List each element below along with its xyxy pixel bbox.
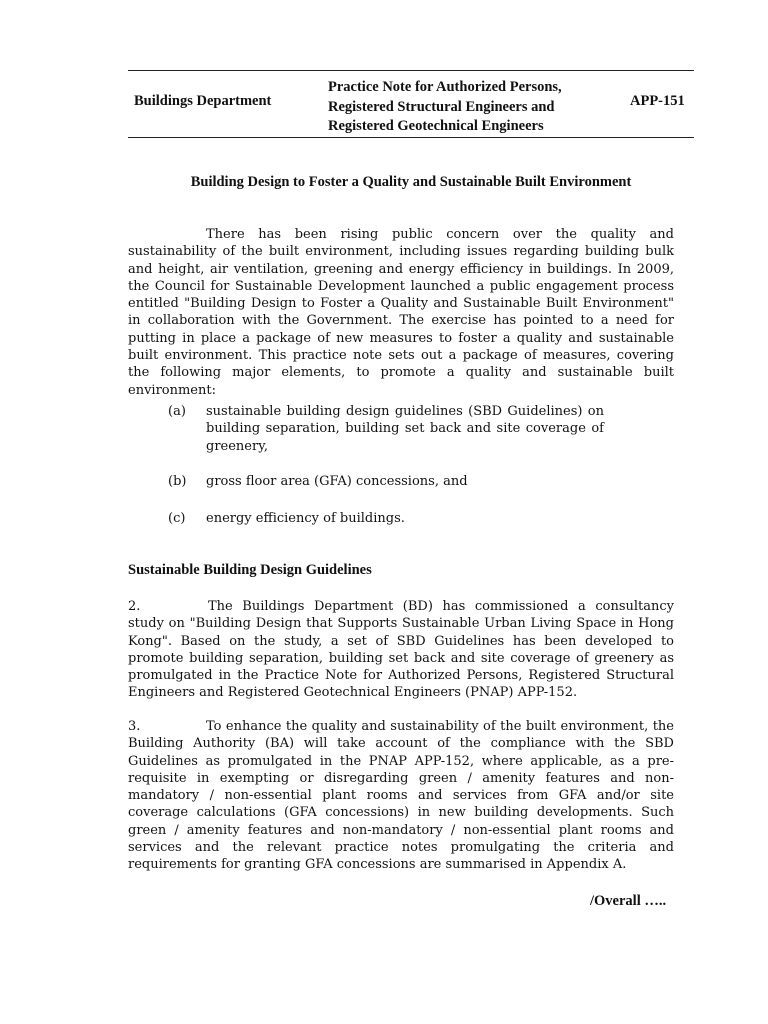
section-heading: Sustainable Building Design Guidelines [128,562,372,578]
document-title: Building Design to Foster a Quality and Sustainable Built Environment [190,174,632,190]
paragraph-number: 3. [128,719,141,734]
element-text: gross floor area (GFA) concessions, and [206,474,468,489]
element-label: (c) [168,511,186,526]
element-label: (b) [168,474,187,489]
header-bottom-rule [128,137,694,138]
element-label: (a) [168,404,186,419]
continuation-marker: /Overall ….. [590,893,667,909]
paragraph-text: To enhance the quality and sustainability of the built environment, the Building Authority (BA) will take account of the compliance with the SBD Guidelines as promulgated in the PNAP APP-152, where applicable, as a pre-requisite in exempting or disregarding green / amenity features and non-mandatory / non-essential plant rooms and services from GFA and/or site coverage calculations (GFA concessions) in new building developments. Such green / amenity features and non-mandatory / non-essential plant rooms and services and the relevant practice notes promulgating the criteria and requirements for granting GFA concessions are summarised in Appendix A. [128,719,674,873]
intro-paragraph: There has been rising public concern over the quality and sustainability of the built environment, including issues regarding building bulk and height, air ventilation, greening and energy efficiency in buildings. In 2009, the Council for Sustainable Development launched a public engagement process entitled "Building Design to Foster a Quality and Sustainable Built Environment" in collaboration with the Government. The exercise has pointed to a need for putting in place a package of new measures to foster a quality and sustainable built environment. This practice note sets out a package of measures, covering the following major elements, to promote a quality and sustainable built environment: [128,227,674,398]
paragraph-text: The Buildings Department (BD) has commissioned a consultancy study on "Building Design that Supports Sustainable Urban Living Space in Hong Kong". Based on the study, a set of SBD Guidelines has been developed to promote building separation, building set back and site coverage of greenery as promulgated in the Practice Note for Authorized Persons, Registered Structural Engineers and Registered Geotechnical Engineers (PNAP) APP-152. [128,599,674,701]
header-top-rule [128,70,694,71]
header-title-line: Registered Geotechnical Engineers [328,118,544,134]
paragraph-3 [128,718,674,874]
element-text: energy efficiency of buildings. [206,511,405,526]
header-document-code: APP-151 [630,93,685,109]
paragraph-2 [128,598,674,702]
header-department: Buildings Department [134,93,272,109]
header-title-line: Registered Structural Engineers and [328,98,555,115]
header-title-line: Practice Note for Authorized Persons, [328,79,562,95]
paragraph-number: 2. [128,599,141,614]
element-text: sustainable building design guidelines (SBD Guidelines) on building separation, building set back and site coverage of greenery, [206,404,604,454]
header-practice-note-title [328,78,598,137]
